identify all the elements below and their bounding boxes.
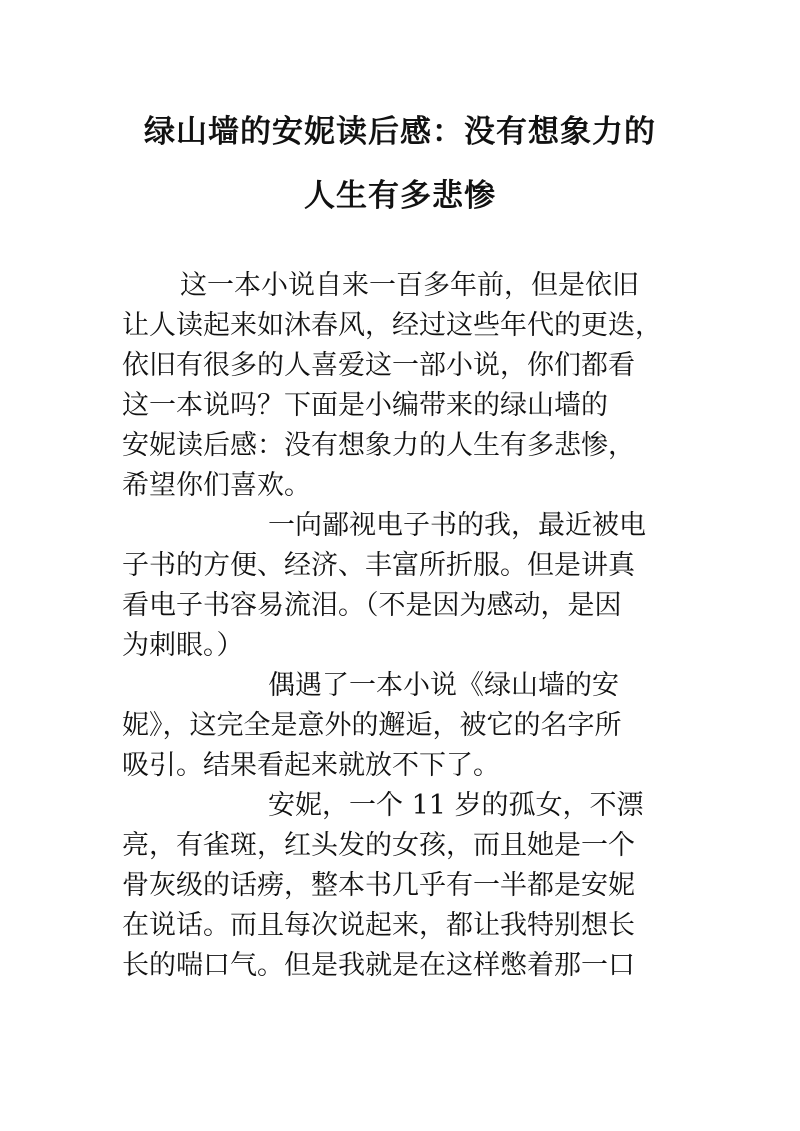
text-line: 依旧有很多的人喜爱这一部小说，你们都看: [122, 350, 635, 381]
document-title: [100, 100, 700, 228]
text-line: 一向鄙视电子书的我，最近被电: [268, 510, 646, 541]
paragraph: [122, 266, 682, 506]
text-line: 安妮，一个 11 岁的孤女，不漂: [268, 790, 644, 821]
paragraph: [122, 786, 682, 986]
text-line: 妮》，这完全是意外的邂逅，被它的名字所: [122, 710, 622, 741]
text-line: 亮，有雀斑，红头发的女孩，而且她是一个: [122, 830, 635, 861]
document-body: [122, 266, 682, 986]
text-line: 安妮读后感：没有想象力的人生有多悲惨，: [122, 430, 635, 461]
text-line: 骨灰级的话痨，整本书几乎有一半都是安妮: [122, 870, 635, 901]
text-line: 长的喘口气。但是我就是在这样憋着那一口: [122, 950, 635, 981]
text-line: 子书的方便、经济、丰富所折服。但是讲真: [122, 550, 635, 581]
text-line: 在说话。而且每次说起来，都让我特别想长: [122, 910, 635, 941]
title-line: 人生有多悲惨: [304, 178, 496, 214]
text-line: 吸引。结果看起来就放不下了。: [122, 750, 500, 781]
text-line: 希望你们喜欢。: [122, 470, 311, 501]
text-line: 为刺眼。）: [122, 630, 244, 661]
text-line: 看电子书容易流泪。（不是因为感动，是因: [122, 590, 622, 621]
paragraph: [122, 506, 682, 666]
paragraph: [122, 666, 682, 786]
text-line: 这一本说吗？下面是小编带来的绿山墙的: [122, 390, 608, 421]
text-line: 偶遇了一本小说《绿山墙的安: [268, 670, 619, 701]
text-line: 这一本小说自来一百多年前，但是依旧: [180, 270, 639, 301]
title-line: 绿山墙的安妮读后感：没有想象力的: [144, 114, 656, 150]
text-line: 让人读起来如沐春风，经过这些年代的更迭，: [122, 310, 662, 341]
